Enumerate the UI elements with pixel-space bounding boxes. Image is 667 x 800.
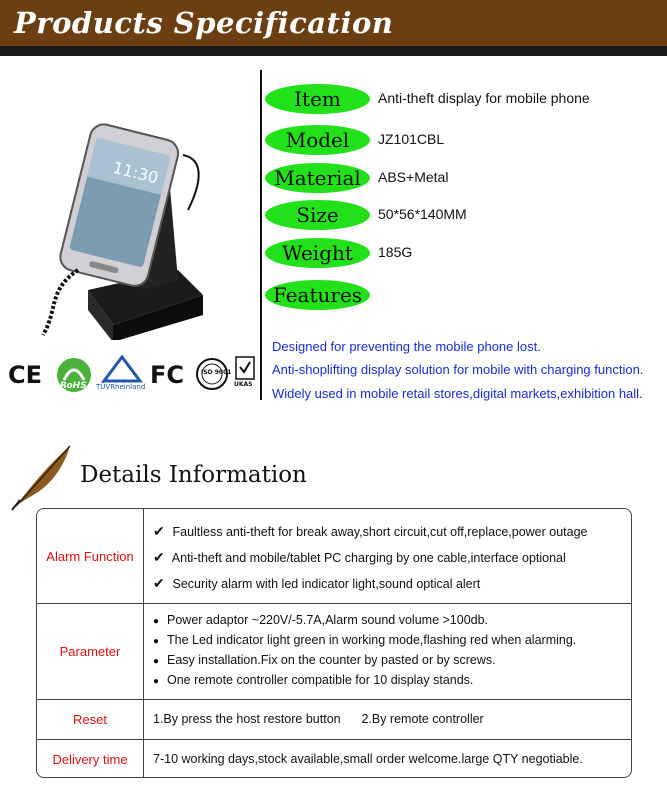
list-item xyxy=(153,633,576,647)
svg-text:11:30: 11:30 xyxy=(110,157,161,188)
iso-seal-icon xyxy=(195,357,232,395)
certification-logos xyxy=(8,355,258,397)
row-content xyxy=(145,740,632,778)
rohs-logo-icon xyxy=(54,355,94,399)
table-row-delivery-time xyxy=(37,739,632,778)
row-content xyxy=(145,509,632,603)
spec-value: Anti-theft display for mobile phone xyxy=(378,90,590,106)
spec-value: 50*56*140MM xyxy=(378,206,467,222)
list-item-text: 1.By press the host restore button 2.By remote controller xyxy=(153,712,484,726)
list-item-text: Power adaptor ~220V/-5.7A,Alarm sound volume >100db. xyxy=(167,613,489,627)
spec-label: Material xyxy=(265,163,370,193)
list-item-text: Faultless anti-theft for break away,short circuit,cut off,replace,power outage xyxy=(172,525,588,539)
row-label: Parameter xyxy=(37,604,144,699)
row-label: Delivery time xyxy=(37,740,144,778)
feature-line: Anti-shoplifting display solution for mobile with charging function. xyxy=(272,362,644,377)
bullet-icon: ● xyxy=(153,676,160,687)
quill-pen-icon xyxy=(8,440,78,512)
tuv-logo-icon xyxy=(96,355,146,391)
spec-value: 185G xyxy=(378,244,413,260)
spec-label: Weight xyxy=(265,238,370,268)
spec-value: ABS+Metal xyxy=(378,169,449,185)
list-item-text: The Led indicator light green in working mode,flashing red when alarming. xyxy=(167,633,577,647)
details-title: Details Information xyxy=(80,462,307,488)
spec-label: Size xyxy=(265,200,370,230)
check-icon: ✔ xyxy=(153,549,165,565)
list-item-text: Security alarm with led indicator light,sound optical alert xyxy=(172,577,481,591)
feature-line: Widely used in mobile retail stores,digital markets,exhibition hall. xyxy=(272,386,643,401)
product-image xyxy=(18,120,218,340)
row-label: Alarm Function xyxy=(37,509,144,603)
check-icon: ✔ xyxy=(153,523,165,539)
table-row-parameter xyxy=(37,603,632,699)
ukas-label: UKAS xyxy=(234,381,253,388)
rohs-label: RoHS xyxy=(60,381,87,391)
tuv-label: TÜVRheinland xyxy=(96,383,146,391)
page-title: Products Specification xyxy=(14,6,394,40)
list-item-text: Anti-theft and mobile/tablet PC charging by one cable,interface optional xyxy=(171,551,566,565)
list-item xyxy=(153,523,588,540)
spec-label: Features xyxy=(265,280,370,310)
vertical-divider xyxy=(260,70,262,400)
spec-label: Model xyxy=(265,125,370,155)
header-band xyxy=(0,0,667,50)
table-row-alarm-function xyxy=(37,509,632,603)
list-item-text: Easy installation.Fix on the counter by pasted or by screws. xyxy=(167,653,496,667)
row-label: Reset xyxy=(37,700,144,739)
ukas-logo-icon xyxy=(234,355,256,399)
list-item-text: 7-10 working days,stock available,small order welcome.large QTY negotiable. xyxy=(153,752,583,766)
bullet-icon: ● xyxy=(153,636,160,647)
list-item-text: One remote controller compatible for 10 display stands. xyxy=(167,673,474,687)
iso-label: ISO 9001 xyxy=(201,369,232,376)
bullet-icon: ● xyxy=(153,616,160,627)
spec-value: JZ101CBL xyxy=(378,131,445,147)
list-item xyxy=(153,575,480,592)
row-content xyxy=(145,604,632,699)
list-item xyxy=(153,673,473,687)
list-item xyxy=(153,613,488,627)
table-row-reset xyxy=(37,699,632,739)
spec-label: Item xyxy=(265,84,370,114)
list-item xyxy=(153,653,496,667)
ce-mark-icon: CE xyxy=(8,361,43,389)
header-divider xyxy=(0,46,667,56)
details-table xyxy=(36,508,632,778)
feature-line: Designed for preventing the mobile phone lost. xyxy=(272,339,541,354)
bullet-icon: ● xyxy=(153,656,160,667)
list-item xyxy=(153,549,566,566)
row-content xyxy=(145,700,632,739)
fcc-mark-icon: FC xyxy=(150,361,185,389)
check-icon: ✔ xyxy=(153,575,165,591)
